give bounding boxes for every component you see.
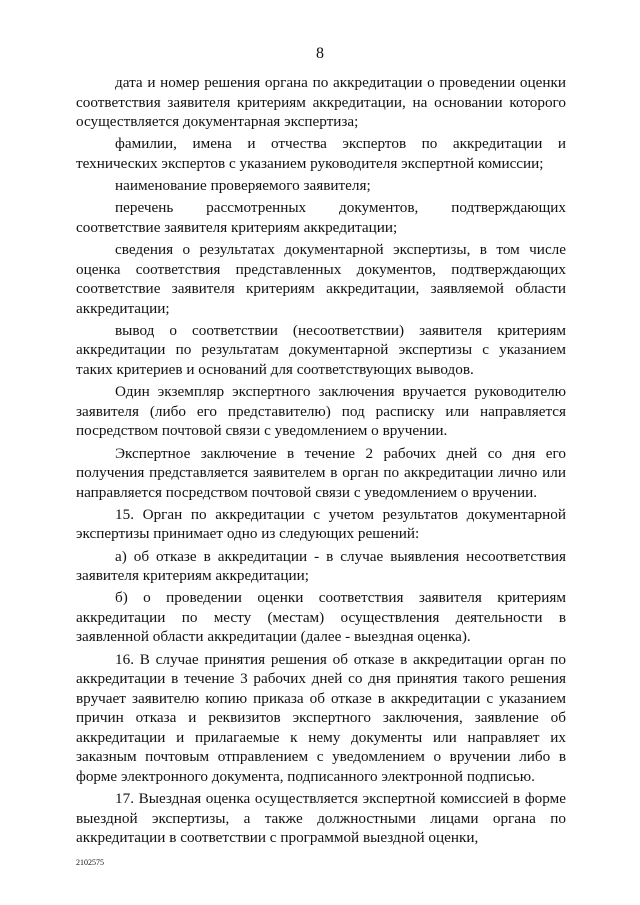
paragraph-documents-list: перечень рассмотренных документов, подтверждающих соответствие заявителя критериям аккредитации; [76,199,566,236]
paragraph-clause-15b: б) о проведении оценки соответствия заявителя критериям аккредитации по месту (местам) осуществления деятельности в заявленной области аккредитации (далее - выездная оценка). [76,589,566,646]
document-body [76,73,566,850]
page-number: 8 [316,45,324,62]
document-code: 2102575 [76,858,104,867]
paragraph-copy-delivery: Один экземпляр экспертного заключения вручается руководителю заявителя (либо его представителю) под расписку или направляется посредством почтовой связи с уведомлением о вручении. [76,383,566,440]
paragraph-clause-16: 16. В случае принятия решения об отказе в аккредитации орган по аккредитации в течение 3 рабочих дней со дня принятия такого решения вручает заявителю копию приказа об отказе в аккредитации с указанием причин отказа и реквизитов экспертного заключения, заявление об аккредитации и прилагаемые к нему документы или направляет их заказным почтовым отправлением с уведомлением о вручении либо в форме электронного документа, подписанного электронной подписью. [76,650,566,785]
paragraph-conclusion: вывод о соответствии (несоответствии) заявителя критериям аккредитации по результатам документарной экспертизы с указанием таких критериев и оснований для соответствующих выводов. [76,321,566,378]
paragraph-clause-15: 15. Орган по аккредитации с учетом результатов документарной экспертизы принимает одно из следующих решений: [76,505,566,543]
paragraph-submission: Экспертное заключение в течение 2 рабочих дней со дня его получения представляется заявителем в орган по аккредитации лично или направляется посредством почтовой связи с уведомлением о вручении. [76,444,566,501]
paragraph-applicant-name: наименование проверяемого заявителя; [115,177,371,195]
paragraph-clause-17: 17. Выездная оценка осуществляется экспертной комиссией в форме выездной экспертизы, а также должностными лицами органа по аккредитации в соответствии с программой выездной оценки, [76,790,566,847]
paragraph-decision-date: дата и номер решения органа по аккредитации о проведении оценки соответствия заявителя критериям аккредитации, на основании которого осуществляется документарная экспертиза; [76,74,566,130]
paragraph-results-info: сведения о результатах документарной экспертизы, в том числе оценка соответствия представленных документов, подтверждающих соответствие заявителя критериям аккредитации, заявляемой области аккредитации; [76,241,566,317]
paragraph-expert-names: фамилии, имена и отчества экспертов по аккредитации и технических экспертов с указанием руководителя экспертной комиссии; [76,135,566,172]
paragraph-clause-15a: а) об отказе в аккредитации - в случае выявления несоответствия заявителя критериям аккредитации; [76,547,566,585]
